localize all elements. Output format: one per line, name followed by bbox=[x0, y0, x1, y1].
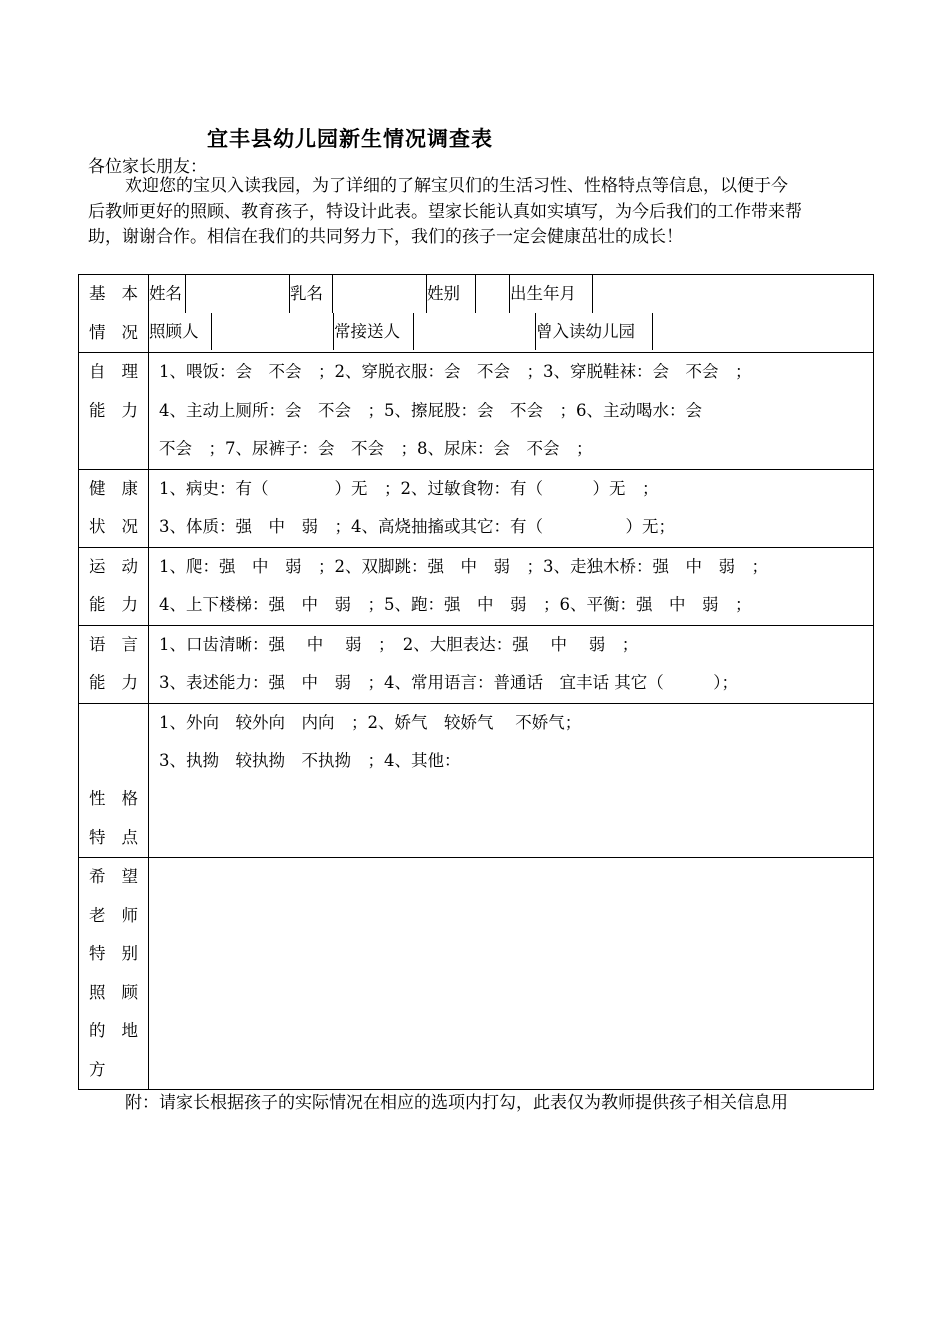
greeting: 各位家长朋友： bbox=[88, 157, 207, 177]
caretaker-label: 照顾人 bbox=[149, 313, 212, 351]
personality-label: 性 格 特 点 bbox=[79, 703, 149, 858]
page-title: 宜丰县幼儿园新生情况调查表 bbox=[207, 126, 493, 151]
motor-content[interactable]: 1、爬：强 中 弱 ；2、双脚跳：强 中 弱 ；3、走独木桥：强 中 弱 ； 4、上下楼梯：强 中 弱 ；5、跑：强 中 弱 ；6、平衡：强 中 弱 ； bbox=[149, 547, 874, 625]
intro-line: 欢迎您的宝贝入读我园，为了详细的了解宝贝们的生活习性、性格特点等信息，以便于今 bbox=[125, 176, 788, 196]
health-row bbox=[79, 469, 874, 547]
survey-form bbox=[78, 274, 874, 1090]
self-care-row bbox=[79, 353, 874, 470]
prev-kindergarten-label: 曾入读幼儿园 bbox=[536, 313, 653, 351]
gender-field[interactable] bbox=[476, 275, 510, 313]
hopes-row bbox=[79, 858, 874, 1090]
hopes-field[interactable] bbox=[149, 858, 874, 1090]
health-label: 健 康 状 况 bbox=[79, 469, 149, 547]
motor-label: 运 动 能 力 bbox=[79, 547, 149, 625]
basic-info-grid bbox=[149, 275, 874, 353]
pickup-field[interactable] bbox=[414, 313, 536, 351]
pickup-label: 常接送人 bbox=[334, 313, 414, 351]
language-label: 语 言 能 力 bbox=[79, 625, 149, 703]
hopes-label: 希 望 老 师 特 别 照 顾 的 地 方 bbox=[79, 858, 149, 1090]
caretaker-field[interactable] bbox=[212, 313, 334, 351]
intro-line: 助，谢谢合作。相信在我们的共同努力下，我们的孩子一定会健康茁壮的成长！ bbox=[88, 227, 683, 247]
name-label: 姓名 bbox=[149, 275, 186, 313]
birth-field[interactable] bbox=[593, 275, 874, 313]
personality-row bbox=[79, 703, 874, 858]
intro-paragraph bbox=[88, 174, 878, 251]
basic-info-row bbox=[79, 275, 874, 353]
language-content[interactable]: 1、口齿清晰：强 中 弱 ； 2、大胆表达：强 中 弱 ； 3、表述能力：强 中 弱 ；4、常用语言：普通话 宜丰话 其它（ ）； bbox=[149, 625, 874, 703]
intro-line: 后教师更好的照顾、教育孩子，特设计此表。望家长能认真如实填写，为今后我们的工作带来帮 bbox=[88, 201, 802, 222]
footnote: 附：请家长根据孩子的实际情况在相应的选项内打勾，此表仅为教师提供孩子相关信息用 bbox=[125, 1093, 788, 1113]
health-content[interactable]: 1、病史：有（ ）无 ；2、过敏食物：有（ ）无 ； 3、体质：强 中 弱 ；4、高烧抽搐或其它：有（ ）无； bbox=[149, 469, 874, 547]
name-field[interactable] bbox=[186, 275, 290, 313]
self-care-label: 自 理 能 力 bbox=[79, 353, 149, 470]
nickname-label: 乳名 bbox=[290, 275, 333, 313]
motor-row bbox=[79, 547, 874, 625]
basic-info-label: 基 本 情 况 bbox=[79, 275, 149, 353]
prev-kindergarten-field[interactable] bbox=[653, 313, 874, 351]
nickname-field[interactable] bbox=[333, 275, 427, 313]
gender-label: 姓别 bbox=[427, 275, 476, 313]
birth-label: 出生年月 bbox=[510, 275, 593, 313]
language-row bbox=[79, 625, 874, 703]
self-care-content[interactable]: 1、喂饭：会 不会 ；2、穿脱衣服：会 不会 ；3、穿脱鞋袜：会 不会 ； 4、主动上厕所：会 不会 ；5、擦屁股：会 不会 ；6、主动喝水：会 不会 ；7、尿裤子：会 不会 ；8、尿床：会 不会 ； bbox=[149, 353, 874, 470]
personality-content[interactable]: 1、外向 较外向 内向 ；2、娇气 较娇气 不娇气； 3、执拗 较执拗 不执拗 ；4、其他： bbox=[149, 703, 874, 858]
